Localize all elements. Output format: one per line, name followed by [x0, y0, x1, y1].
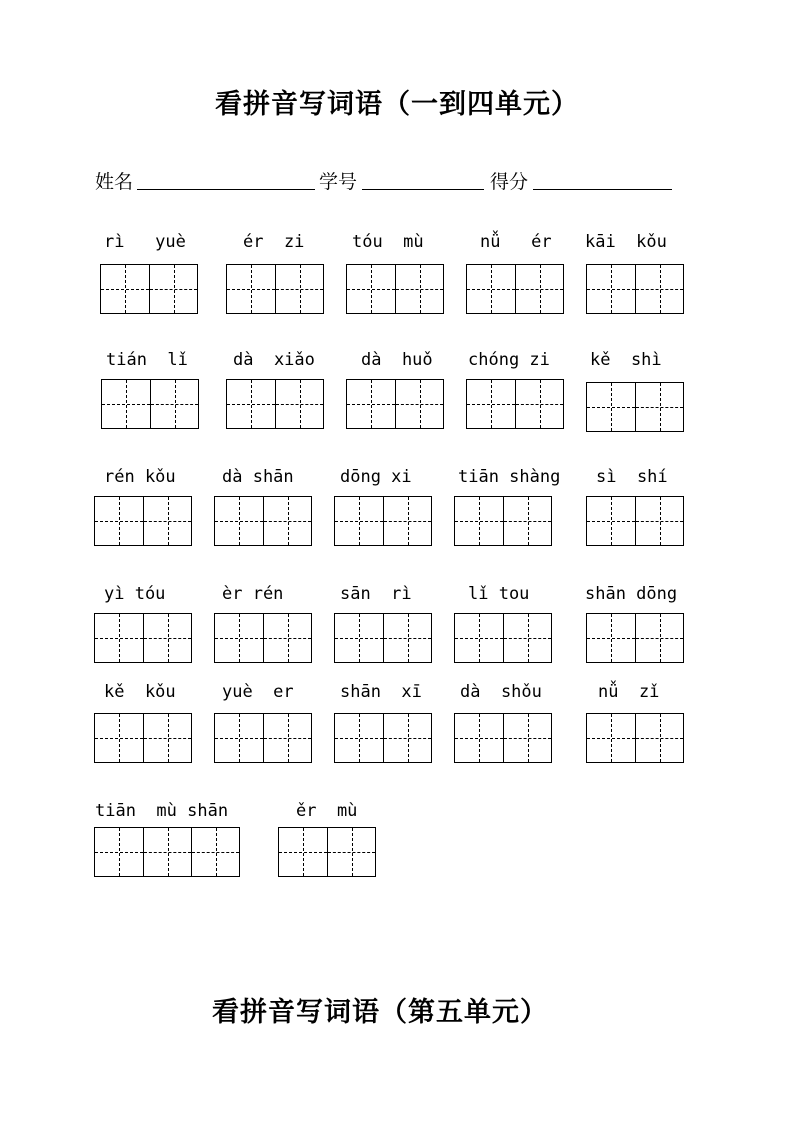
pinyin-label: èr rén — [222, 584, 284, 604]
id-field[interactable] — [362, 189, 484, 190]
writing-grid[interactable] — [214, 713, 312, 763]
tianzi-cell[interactable] — [383, 614, 431, 662]
tianzi-cell[interactable] — [455, 714, 503, 762]
tianzi-cell[interactable] — [95, 497, 143, 545]
writing-grid[interactable] — [94, 613, 192, 663]
tianzi-cell[interactable] — [503, 614, 551, 662]
tianzi-cell[interactable] — [455, 497, 503, 545]
tianzi-cell[interactable] — [227, 265, 275, 313]
tianzi-cell[interactable] — [395, 380, 443, 428]
writing-grid[interactable] — [334, 496, 432, 546]
pinyin-label: dōng xi — [340, 467, 412, 487]
pinyin-label: tóu mù — [352, 232, 424, 252]
tianzi-cell[interactable] — [143, 828, 191, 876]
writing-grid[interactable] — [334, 613, 432, 663]
tianzi-cell[interactable] — [467, 265, 515, 313]
writing-grid[interactable] — [346, 379, 444, 429]
tianzi-cell[interactable] — [101, 265, 149, 313]
tianzi-cell[interactable] — [150, 380, 198, 428]
tianzi-cell[interactable] — [275, 265, 323, 313]
name-field[interactable] — [137, 189, 315, 190]
writing-grid[interactable] — [94, 713, 192, 763]
name-label: 姓名 — [95, 171, 134, 193]
tianzi-cell[interactable] — [467, 380, 515, 428]
tianzi-cell[interactable] — [635, 383, 683, 431]
writing-grid[interactable] — [100, 264, 198, 314]
writing-grid[interactable] — [586, 713, 684, 763]
tianzi-cell[interactable] — [395, 265, 443, 313]
tianzi-cell[interactable] — [263, 614, 311, 662]
writing-grid[interactable] — [226, 379, 324, 429]
worksheet-title: 看拼音写词语（一到四单元） — [215, 89, 579, 120]
pinyin-label: sān rì — [340, 584, 412, 604]
writing-grid[interactable] — [586, 496, 684, 546]
writing-grid[interactable] — [586, 382, 684, 432]
pinyin-label: nǚ ér — [480, 232, 552, 252]
tianzi-cell[interactable] — [635, 614, 683, 662]
tianzi-cell[interactable] — [102, 380, 150, 428]
pinyin-label: dà shǒu — [460, 682, 542, 702]
tianzi-cell[interactable] — [149, 265, 197, 313]
tianzi-cell[interactable] — [587, 265, 635, 313]
tianzi-cell[interactable] — [335, 714, 383, 762]
tianzi-cell[interactable] — [587, 714, 635, 762]
pinyin-label: nǚ zǐ — [598, 682, 660, 702]
writing-grid[interactable] — [454, 496, 552, 546]
writing-grid[interactable] — [334, 713, 432, 763]
score-field[interactable] — [533, 189, 672, 190]
tianzi-cell[interactable] — [263, 497, 311, 545]
tianzi-cell[interactable] — [515, 265, 563, 313]
pinyin-label: shān xī — [340, 682, 422, 702]
tianzi-cell[interactable] — [95, 614, 143, 662]
writing-grid[interactable] — [466, 379, 564, 429]
tianzi-cell[interactable] — [191, 828, 239, 876]
pinyin-label: sì shí — [596, 467, 668, 487]
pinyin-label: shān dōng — [585, 584, 678, 604]
tianzi-cell[interactable] — [503, 714, 551, 762]
pinyin-label: ěr mù — [296, 801, 358, 821]
tianzi-cell[interactable] — [515, 380, 563, 428]
tianzi-cell[interactable] — [347, 265, 395, 313]
writing-grid[interactable] — [466, 264, 564, 314]
writing-grid[interactable] — [454, 613, 552, 663]
tianzi-cell[interactable] — [215, 714, 263, 762]
pinyin-label: dà huǒ — [361, 350, 433, 370]
writing-grid[interactable] — [94, 496, 192, 546]
pinyin-label: tiān shàng — [458, 467, 561, 487]
writing-grid[interactable] — [454, 713, 552, 763]
tianzi-cell[interactable] — [335, 497, 383, 545]
pinyin-label: ér zi — [243, 232, 305, 252]
pinyin-label: kě shì — [590, 350, 662, 370]
tianzi-cell[interactable] — [143, 614, 191, 662]
tianzi-cell[interactable] — [143, 497, 191, 545]
tianzi-cell[interactable] — [455, 614, 503, 662]
pinyin-label: kāi kǒu — [585, 232, 667, 252]
pinyin-label: rì yuè — [104, 232, 186, 252]
writing-grid[interactable] — [101, 379, 199, 429]
pinyin-label: rén kǒu — [104, 467, 176, 487]
pinyin-label: tián lǐ — [106, 350, 188, 370]
tianzi-cell[interactable] — [275, 380, 323, 428]
id-label: 学号 — [319, 171, 358, 193]
tianzi-cell[interactable] — [95, 828, 143, 876]
tianzi-cell[interactable] — [587, 497, 635, 545]
writing-grid[interactable] — [214, 613, 312, 663]
pinyin-label: dà xiǎo — [233, 350, 315, 370]
tianzi-cell[interactable] — [587, 383, 635, 431]
tianzi-cell[interactable] — [215, 497, 263, 545]
tianzi-cell[interactable] — [215, 614, 263, 662]
score-label: 得分 — [490, 171, 529, 193]
tianzi-cell[interactable] — [347, 380, 395, 428]
pinyin-label: kě kǒu — [104, 682, 176, 702]
tianzi-cell[interactable] — [227, 380, 275, 428]
tianzi-cell[interactable] — [635, 265, 683, 313]
writing-grid[interactable] — [586, 613, 684, 663]
pinyin-label: yuè er — [222, 682, 294, 702]
pinyin-label: yì tóu — [104, 584, 166, 604]
section-title: 看拼音写词语（第五单元） — [212, 997, 548, 1028]
writing-grid[interactable] — [226, 264, 324, 314]
tianzi-cell[interactable] — [383, 497, 431, 545]
writing-grid[interactable] — [94, 827, 240, 877]
tianzi-cell[interactable] — [503, 497, 551, 545]
tianzi-cell[interactable] — [279, 828, 327, 876]
tianzi-cell[interactable] — [587, 614, 635, 662]
tianzi-cell[interactable] — [635, 497, 683, 545]
writing-grid[interactable] — [586, 264, 684, 314]
writing-grid[interactable] — [278, 827, 376, 877]
pinyin-label: dà shān — [222, 467, 294, 487]
tianzi-cell[interactable] — [635, 714, 683, 762]
pinyin-label: tiān mù shān — [95, 801, 229, 821]
tianzi-cell[interactable] — [143, 714, 191, 762]
tianzi-cell[interactable] — [95, 714, 143, 762]
pinyin-label: lǐ tou — [468, 584, 530, 604]
tianzi-cell[interactable] — [263, 714, 311, 762]
pinyin-label: chóng zi — [468, 350, 550, 370]
writing-grid[interactable] — [346, 264, 444, 314]
tianzi-cell[interactable] — [327, 828, 375, 876]
writing-grid[interactable] — [214, 496, 312, 546]
tianzi-cell[interactable] — [335, 614, 383, 662]
tianzi-cell[interactable] — [383, 714, 431, 762]
